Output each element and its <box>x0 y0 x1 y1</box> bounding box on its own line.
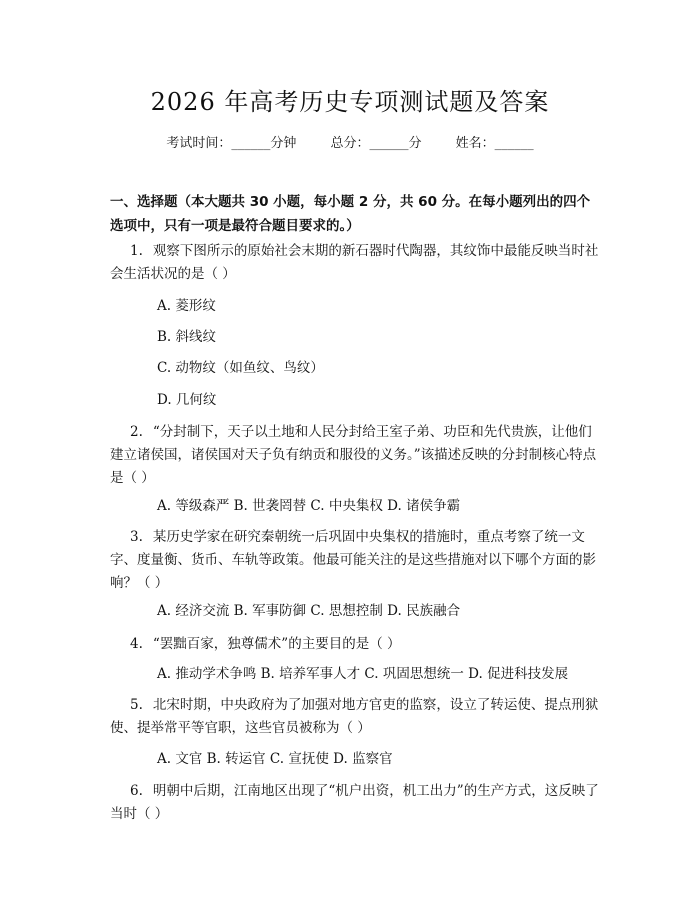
section-heading: 一、选择题（本大题共 30 小题，每小题 2 分，共 60 分。在每小题列出的四个选项中，只有一项是最符合题目要求的。） <box>110 194 591 234</box>
options-line-5: A. 文官 B. 转运官 C. 宣抚使 D. 监察官 <box>157 751 393 767</box>
question-text: 明朝中后期，江南地区出现了“机户出资，机工出力”的生产方式，这反映了当时（ ） <box>110 783 599 822</box>
question-5 <box>110 694 600 740</box>
question-text: 北宋时期，中央政府为了加强对地方官吏的监察，设立了转运使、提点刑狱使、提举常平等官职，这些官员被称为（ ） <box>110 697 599 736</box>
options-line-3: A. 经济交流 B. 军事防御 C. 思想控制 D. 民族融合 <box>157 603 461 619</box>
question-3 <box>110 526 600 595</box>
page-title: 2026 年高考历史专项测试题及答案 <box>150 88 550 116</box>
question-4 <box>110 633 600 656</box>
question-1 <box>110 240 600 286</box>
question-6 <box>110 780 600 826</box>
question-text: “分封制下，天子以土地和人民分封给王室子弟、功臣和先代贵族，让他们建立诸侯国，诸侯国对天子负有纳贡和服役的义务。”该描述反映的分封制核心特点是（ ） <box>110 424 597 486</box>
question-number: 6. <box>130 783 143 799</box>
option-1b: B. 斜线纹 <box>157 329 217 345</box>
exam-info-line <box>0 132 700 151</box>
question-number: 3. <box>130 529 143 545</box>
question-2 <box>110 421 600 490</box>
student-name-field: 姓名：______ <box>455 136 534 151</box>
exam-time-field: 考试时间：______分钟 <box>166 136 297 151</box>
question-text: 某历史学家在研究秦朝统一后巩固中央集权的措施时，重点考察了统一文字、度量衡、货币、车轨等政策。他最可能关注的是这些措施对以下哪个方面的影响？（ ） <box>110 529 596 591</box>
option-1c: C. 动物纹（如鱼纹、鸟纹） <box>157 360 324 376</box>
question-number: 2. <box>130 424 143 440</box>
option-1a: A. 菱形纹 <box>157 298 216 314</box>
question-text: “罢黜百家，独尊儒术”的主要目的是（ ） <box>152 636 401 652</box>
options-line-2: A. 等级森严 B. 世袭罔替 C. 中央集权 D. 诸侯争霸 <box>157 498 461 514</box>
total-score-field: 总分：______分 <box>330 136 422 151</box>
question-text: 观察下图所示的原始社会末期的新石器时代陶器，其纹饰中最能反映当时社会生活状况的是（ ） <box>110 243 599 282</box>
question-number: 4. <box>130 636 143 652</box>
option-1d: D. 几何纹 <box>157 392 217 408</box>
options-line-4: A. 推动学术争鸣 B. 培养军事人才 C. 巩固思想统一 D. 促进科技发展 <box>157 666 569 682</box>
question-number: 5. <box>130 697 143 713</box>
question-number: 1. <box>130 243 143 259</box>
